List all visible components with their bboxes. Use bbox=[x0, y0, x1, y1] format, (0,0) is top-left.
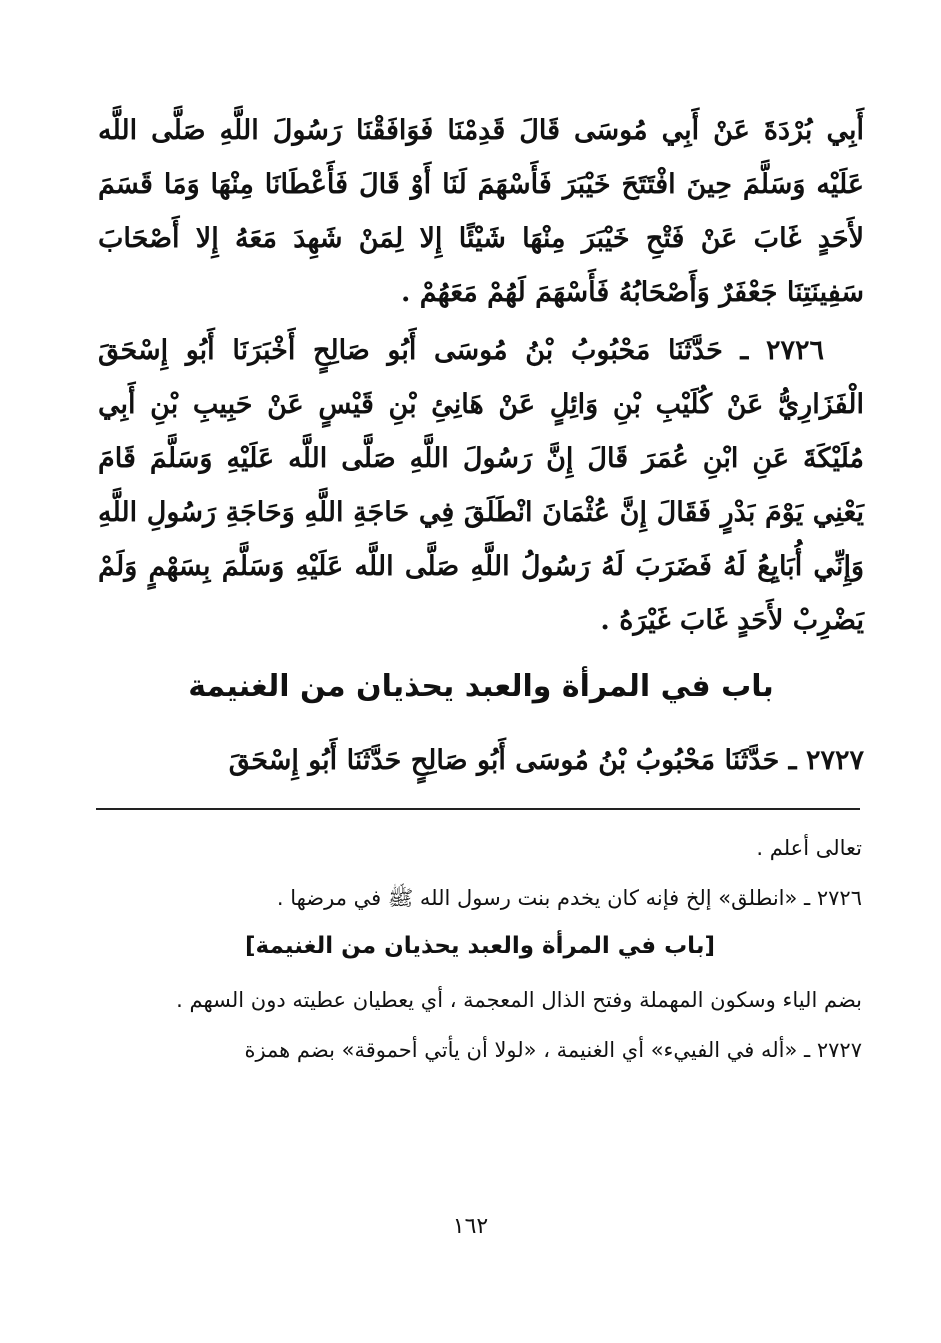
footnote-2726: ٢٧٢٦ ـ «انطلق» إلخ فإنه كان يخدم بنت رسول الله ﷺ في مرضها . bbox=[276, 886, 862, 910]
footnotes bbox=[98, 826, 862, 1072]
page-number: ١٦٢ bbox=[452, 1214, 489, 1239]
footnote-continuation: تعالى أعلم . bbox=[756, 836, 862, 860]
footnote-explanation: بضم الياء وسكون المهملة وفتح الذال المعجمة ، أي يعطيان عطيته دون السهم . bbox=[176, 988, 862, 1012]
chapter-heading: باب في المرأة والعبد يحذيان من الغنيمة bbox=[188, 669, 774, 704]
footnote-2727: ٢٧٢٧ ـ «أله في الفييء» أي الغنيمة ، «لولا أن يأتي أحموقة» بضم همزة bbox=[244, 1038, 862, 1062]
main-text bbox=[98, 104, 864, 648]
footnote-divider bbox=[96, 808, 860, 810]
hadith-2727: ٢٧٢٧ ـ حَدَّثَنَا مَحْبُوبُ بْنُ مُوسَى أَبُو صَالِحٍ حَدَّثَنَا أَبُو إِسْحَقَ bbox=[228, 745, 864, 776]
paragraph-continuation: أَبِي بُرْدَةَ عَنْ أَبِي مُوسَى قَالَ قَدِمْنَا فَوَافَقْنَا رَسُولَ اللَّهِ صَلَّى اللَّه عَلَيْه وَسَلَّمَ حِينَ افْتَتَحَ خَيْبَرَ فَأَسْهَمَ لَنَا أَوْ قَالَ فَأَعْطَانَا مِنْهَا وَمَا قَسَمَ لأَحَدٍ غَابَ عَنْ فَتْحِ خَيْبَرَ مِنْهَا شَيْئًا إِلا لِمَنْ شَهِدَ مَعَهُ إِلا أَصْحَابَ سَفِينَتِنَا جَعْفَرٌ وَأَصْحَابُهُ فَأَسْهَمَ لَهُمْ مَعَهُمْ . bbox=[98, 115, 864, 308]
hadith-2726: ٢٧٢٦ ـ حَدَّثَنَا مَحْبُوبُ بْنُ مُوسَى أَبُو صَالِحٍ أَخْبَرَنَا أَبُو إِسْحَقَ الْفَزَارِيُّ عَنْ كُلَيْبِ بْنِ وَائِلٍ عَنْ هَانِئِ بْنِ قَيْسٍ عَنْ حَبِيبِ بْنِ أَبِي مُلَيْكَةَ عَنِ ابْنِ عُمَرَ قَالَ إِنَّ رَسُولَ اللَّهِ صَلَّى اللَّه عَلَيْهِ وَسَلَّمَ قَامَ يَعْنِي يَوْمَ بَدْرٍ فَقَالَ إِنَّ عُثْمَانَ انْطَلَقَ فِي حَاجَةِ اللَّهِ وَحَاجَةِ رَسُولِ اللَّهِ وَإِنِّي أُبَايِعُ لَهُ فَضَرَبَ لَهُ رَسُولُ اللَّهِ صَلَّى اللَّه عَلَيْهِ وَسَلَّمَ بِسَهْمٍ وَلَمْ يَضْرِبْ لأَحَدٍ غَابَ غَيْرَهُ . bbox=[98, 335, 864, 636]
footnote-chapter-heading: [باب في المرأة والعبد يحذيان من الغنيمة] bbox=[245, 933, 715, 959]
